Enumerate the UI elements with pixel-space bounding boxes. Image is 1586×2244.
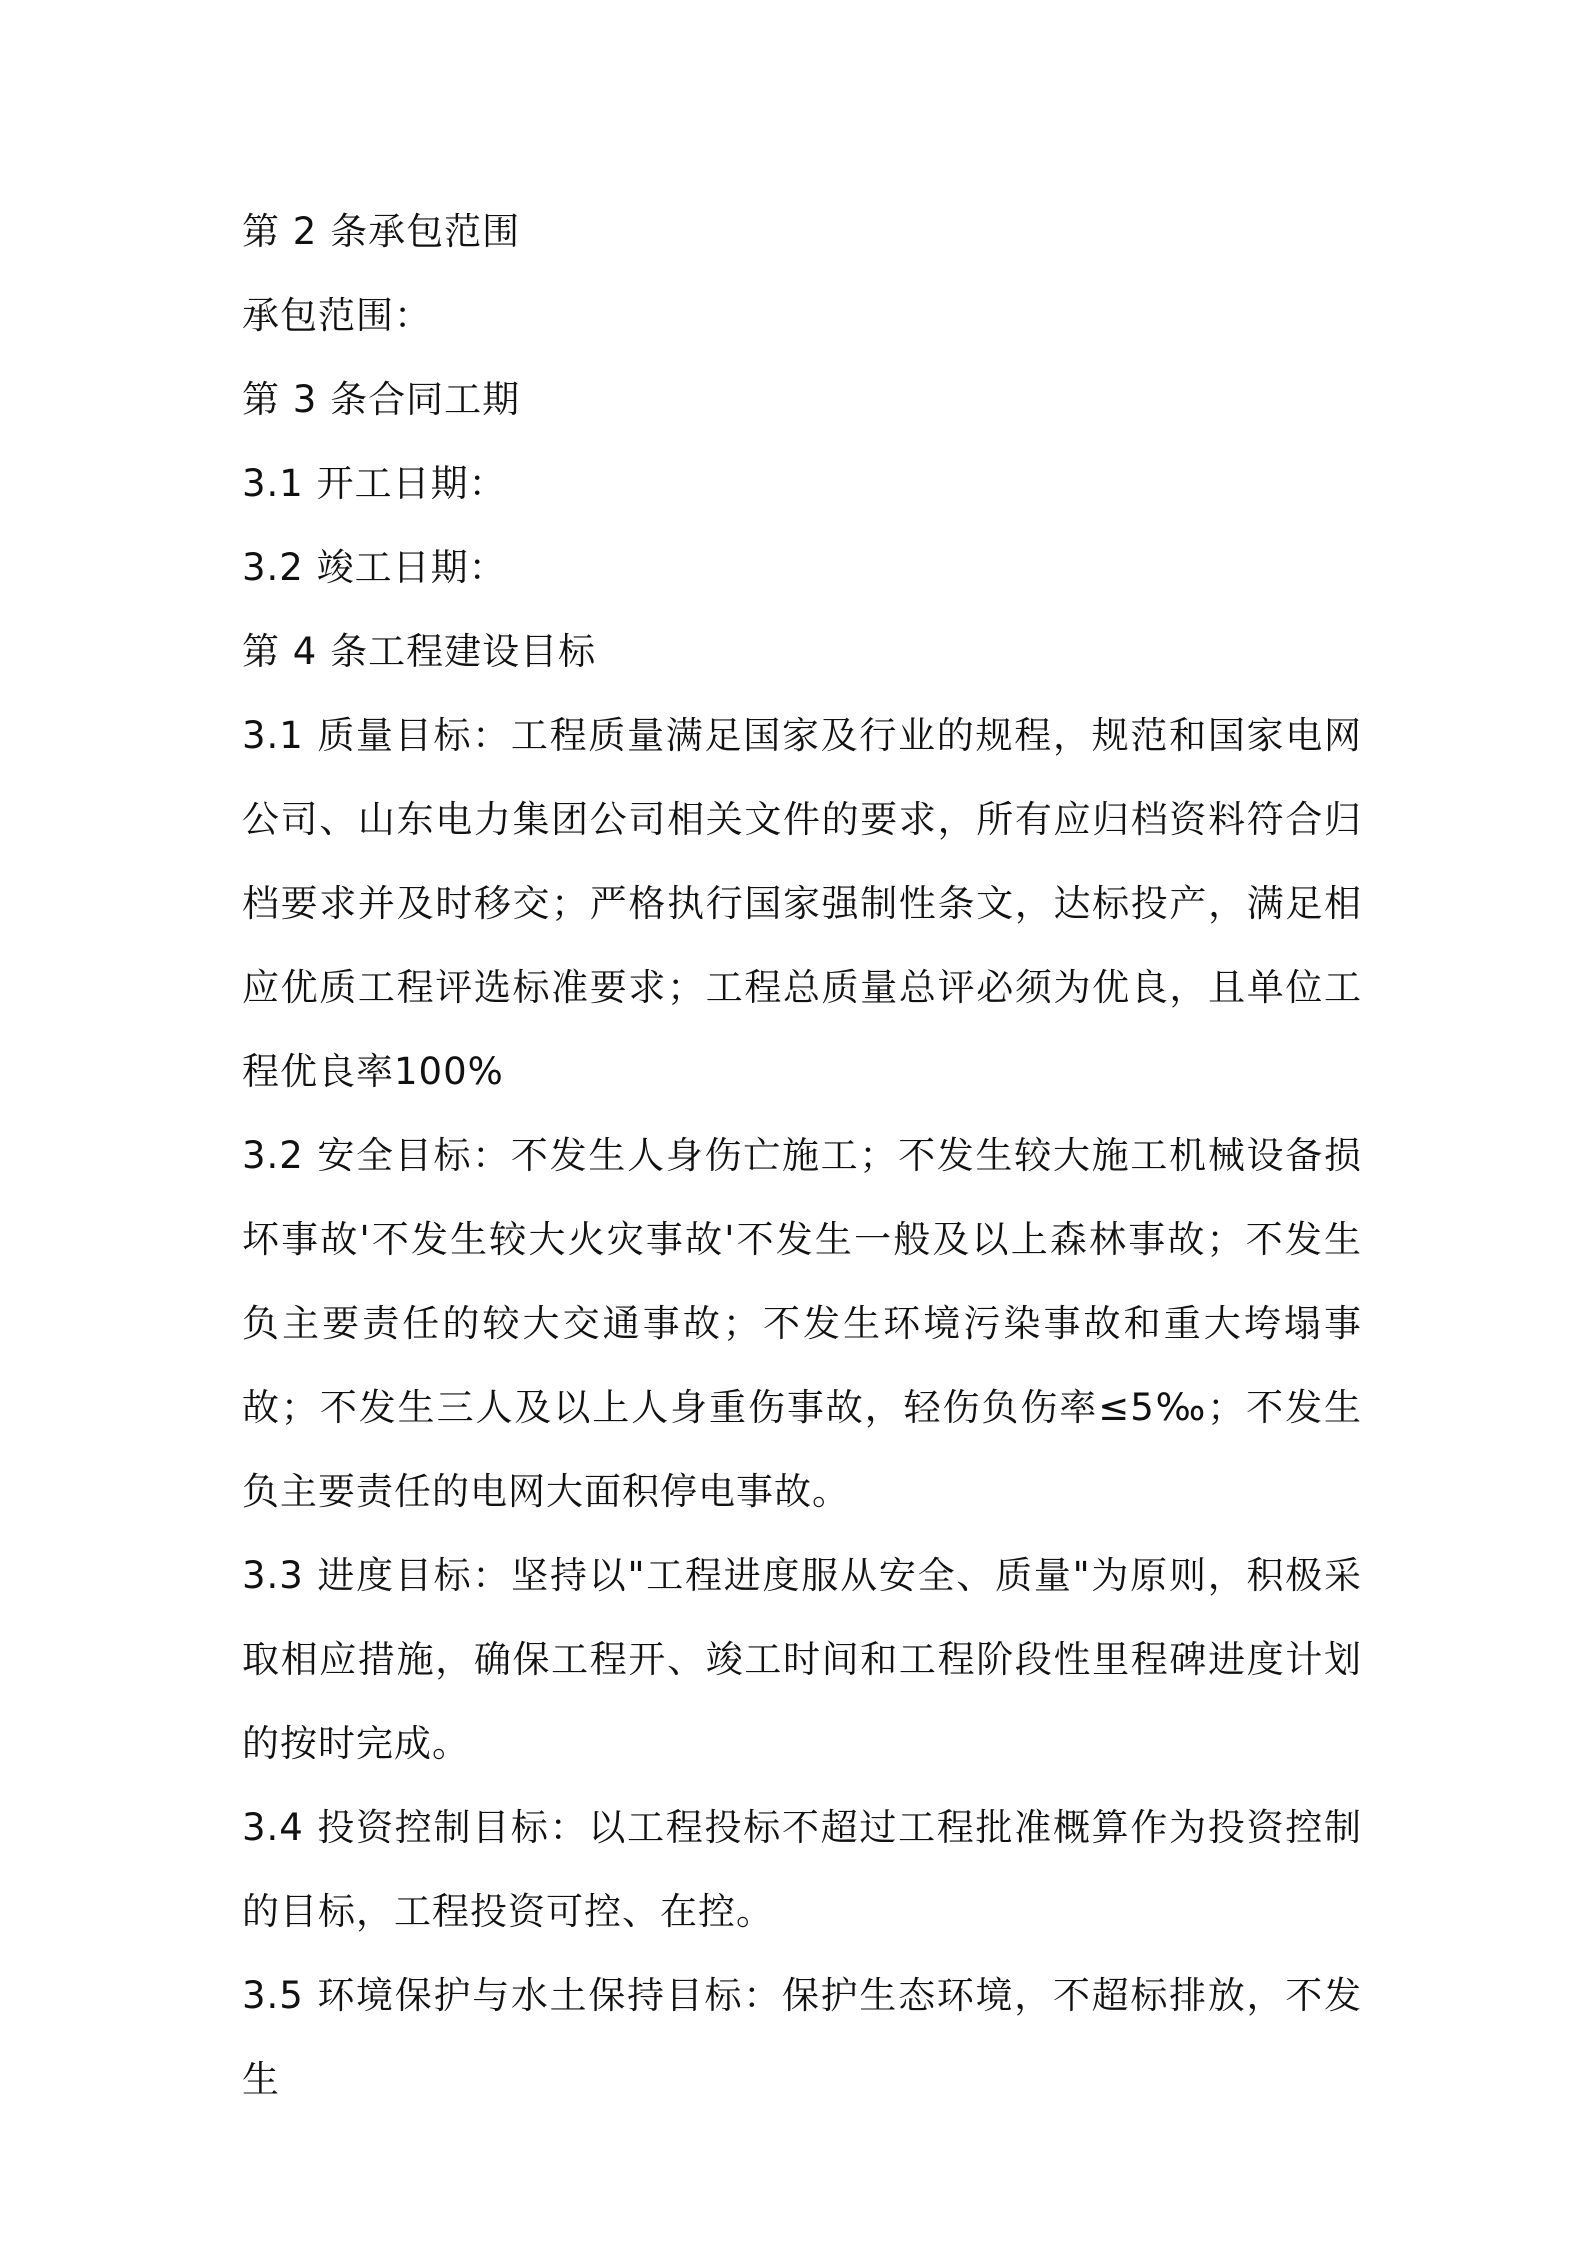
document-body (242, 190, 1362, 2122)
environment-target-paragraph: 3.5 环境保护与水土保持目标：保护生态环境，不超标排放，不发生 (242, 1974, 1362, 2101)
heading-article-2: 第 2 条承包范围 (242, 210, 521, 253)
investment-target-paragraph: 3.4 投资控制目标：以工程投标不超过工程批准概算作为投资控制的目标，工程投资可控、在控。 (242, 1806, 1362, 1933)
start-date-line: 3.1 开工日期： (242, 462, 507, 505)
scope-label: 承包范围： (242, 294, 432, 337)
heading-article-3: 第 3 条合同工期 (242, 378, 521, 421)
safety-target-paragraph: 3.2 安全目标：不发生人身伤亡施工；不发生较大施工机械设备损坏事故'不发生较大火灾事故'不发生一般及以上森林事故；不发生负主要责任的较大交通事故；不发生环境污染事故和重大垮塌事故；不发生三人及以上人身重伤事故，轻伤负伤率≤5‰；不发生负主要责任的电网大面积停电事故。 (242, 1134, 1362, 1513)
heading-article-4: 第 4 条工程建设目标 (242, 630, 597, 673)
quality-target-paragraph: 3.1 质量目标：工程质量满足国家及行业的规程，规范和国家电网公司、山东电力集团公司相关文件的要求，所有应归档资料符合归档要求并及时移交；严格执行国家强制性条文，达标投产，满足相应优质工程评选标准要求；工程总质量总评必须为优良，且单位工程优良率100% (242, 714, 1362, 1093)
schedule-target-paragraph: 3.3 进度目标：坚持以"工程进度服从安全、质量"为原则，积极采取相应措施，确保工程开、竣工时间和工程阶段性里程碑进度计划的按时完成。 (242, 1554, 1362, 1765)
completion-date-line: 3.2 竣工日期： (242, 546, 507, 589)
